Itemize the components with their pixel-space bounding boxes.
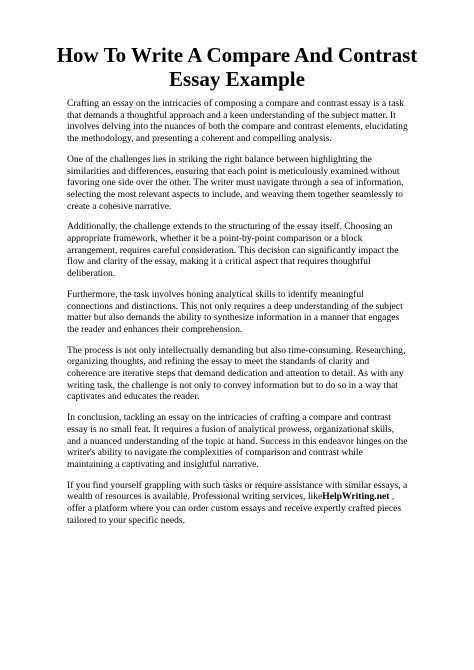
resources-text-before: If you find yourself grappling with such tasks or require assistance with similar essays, a wealth of resources is available. Professional writing services, like — [67, 479, 408, 503]
paragraph-conclusion: In conclusion, tackling an essay on the intricacies of crafting a compare and contrast essay is no small feat. It requires a fusion of analytical prowess, organizational skills, and a nuanced understanding of the topic at hand. Success in this endeavor hinges on the writer's ability to navigate the complexities of comparison and contrast while maintaining a captivating and insightful narrative. — [67, 412, 408, 470]
paragraph-process: The process is not only intellectually demanding but also time-consuming. Researching, organizing thoughts, and refining the essay to meet the standards of clarity and coherence are iterative steps that demand dedication and attention to detail. As with any writing task, the challenge is not only to convey information but to do so in a way that captivates and educates the reader. — [67, 344, 406, 403]
paragraph-intro: Crafting an essay on the intricacies of composing a compare and contrast essay is a task that demands a thoughtful approach and a keen understanding of the subject matter. It involves delving into the nuances of both the compare and contrast elements, elucidating the methodology, and presenting a coherent and compelling analysis. — [67, 98, 408, 145]
paragraph-structure: Additionally, the challenge extends to the structuring of the essay itself. Choosing an appropriate framework, whether it be a point-by-point comparison or a block arrangement, requires careful consideration. This decision can significantly impact the flow and clarity of the essay, making it a critical aspect that requires thoughtful deliberation. — [67, 221, 399, 280]
document-title-line-1: How To Write A Compare And Contrast — [56, 43, 418, 67]
paragraph-resources — [67, 480, 409, 527]
document-body — [67, 98, 409, 536]
resources-text-after: , offer a platform where you can order custom essays and receive expertly crafted pieces tailored to your specific needs. — [67, 491, 402, 526]
document-title-line-2: Essay Example — [169, 67, 305, 91]
paragraph-analytical-skills: Furthermore, the task involves honing analytical skills to identify meaningful connections and distinctions. This not only requires a deep understanding of the subject matter but also demands the ability to synthesize information in a manner that engages the reader and enhances their comprehension. — [67, 288, 403, 335]
helpwriting-brand-link[interactable]: HelpWriting.net — [322, 491, 390, 503]
paragraph-challenges: One of the challenges lies in striking the right balance between highlighting the similarities and differences, ensuring that each point is meticulously examined without favoring one side over the other. The writer must navigate through a sea of information, selecting the most relevant aspects to include, and weaving them together seamlessly to create a cohesive narrative. — [67, 153, 404, 212]
